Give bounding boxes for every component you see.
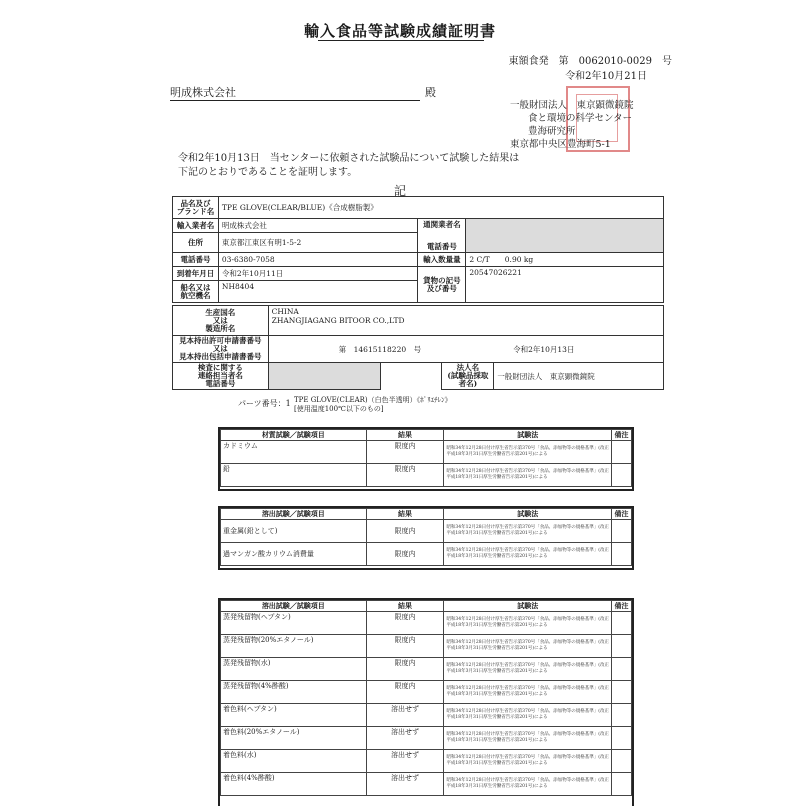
info-table	[172, 196, 664, 303]
intro-line: 下記のとおりであることを証明します。	[178, 167, 358, 178]
test-note	[612, 543, 632, 566]
test-note	[611, 704, 631, 727]
address-label: 住所	[173, 233, 219, 253]
test-result: 限度内	[366, 441, 444, 464]
test-result: 溶出せず	[366, 727, 444, 750]
product-label: 品名及び ブランド名	[173, 197, 219, 219]
test-item: 蒸発残留物(水)	[221, 658, 367, 681]
origin-value: CHINA ZHANGJIAGANG BITOOR CO.,LTD	[268, 306, 663, 336]
quantity-value: 2 C/T 0.90 kg	[466, 253, 664, 267]
arrival-value: 令和2年10月11日	[218, 267, 418, 281]
permit-date: 令和2年10月13日	[428, 336, 663, 363]
test-item: 着色料(4%酢酸)	[221, 773, 367, 796]
elution-test-block-2	[218, 598, 634, 806]
test-item: 着色料(20%エタノール)	[221, 727, 367, 750]
column-header: 結果	[366, 430, 444, 441]
parts-name	[294, 396, 452, 414]
test-note	[611, 681, 631, 704]
test-note	[612, 464, 632, 487]
test-result: 限度内	[366, 635, 444, 658]
elution-test-block-1	[218, 506, 634, 570]
recipient-name: 明成株式会社	[170, 86, 236, 99]
table-row	[221, 441, 632, 464]
column-header: 備注	[612, 430, 632, 441]
test-method: 昭和34年12月28日付け厚生省告示第370号「食品、添加物等の規格基準」(改正 平成18年3月31日厚生労働省告示第201号)による	[444, 704, 612, 727]
test-result: 溶出せず	[366, 750, 444, 773]
issuer-block	[510, 99, 634, 151]
address-value: 東京都江東区有明1-5-2	[218, 233, 418, 253]
material-test-table	[220, 429, 632, 487]
test-result: 溶出せず	[366, 704, 444, 727]
elution-test-table-2	[220, 600, 632, 796]
issuer-line: 豊海研究所	[528, 126, 576, 137]
section-mark: 記	[393, 184, 406, 198]
corp-value: 一般財団法人 東京顕微鏡院	[494, 363, 664, 390]
test-item: 蒸発残留物(20%エタノール)	[221, 635, 367, 658]
test-result: 溶出せず	[366, 773, 444, 796]
corp-label: 法人名 (試験品採取者名)	[442, 363, 494, 390]
test-result: 限度内	[366, 464, 444, 487]
waybill-value: 20547026221	[466, 267, 664, 303]
intro-paragraph	[178, 152, 538, 180]
issuer-line: 一般財団法人 東京顕微鏡院	[510, 100, 634, 111]
info-table-2	[172, 305, 664, 363]
test-method: 昭和34年12月28日付け厚生省告示第370号「食品、添加物等の規格基準」(改正 平成18年3月31日厚生労働省告示第201号)による	[444, 520, 612, 543]
quantity-label: 輸入数量量	[418, 253, 466, 267]
phone-label: 電話番号	[173, 253, 219, 267]
test-item: カドミウム	[221, 441, 367, 464]
permit-label: 見本持出許可申請書番号 又は 見本持出包括申請書番号	[173, 336, 269, 363]
test-method: 昭和34年12月28日付け厚生省告示第370号「食品、添加物等の規格基準」(改正 平成18年3月31日厚生労働省告示第201号)による	[444, 464, 612, 487]
table-row	[221, 681, 632, 704]
arrival-label: 到着年月日	[173, 267, 219, 281]
table-row	[221, 612, 632, 635]
column-header: 溶出試験／試験項目	[221, 601, 367, 612]
test-item: 重金属(鉛として)	[221, 520, 367, 543]
test-note	[612, 441, 632, 464]
column-header: 溶出試験／試験項目	[221, 509, 367, 520]
test-result: 限度内	[366, 520, 444, 543]
test-note	[611, 658, 631, 681]
test-item: 蒸発残留物(4%酢酸)	[221, 681, 367, 704]
test-item: 鉛	[221, 464, 367, 487]
test-item: 過マンガン酸カリウム消費量	[221, 543, 367, 566]
test-result: 限度内	[366, 658, 444, 681]
permit-number: 第 14615118220 号	[268, 336, 428, 363]
column-header: 試験法	[444, 430, 612, 441]
test-result: 限度内	[366, 543, 444, 566]
test-method: 昭和34年12月28日付け厚生省告示第370号「食品、添加物等の規格基準」(改正 平成18年3月31日厚生労働省告示第201号)による	[444, 612, 612, 635]
test-method: 昭和34年12月28日付け厚生省告示第370号「食品、添加物等の規格基準」(改正 平成18年3月31日厚生労働省告示第201号)による	[444, 441, 612, 464]
document-number: 東額食発 第 0062010-0029 号	[508, 56, 672, 67]
test-method: 昭和34年12月28日付け厚生省告示第370号「食品、添加物等の規格基準」(改正 平成18年3月31日厚生労働省告示第201号)による	[444, 773, 612, 796]
importer-value: 明成株式会社	[218, 219, 418, 233]
issuer-line: 食と環境の科学センター	[528, 113, 633, 124]
notifier-phone-label: 電話番号	[426, 241, 457, 251]
test-note	[611, 750, 631, 773]
intro-line: 令和2年10月13日 当センターに依頼された試験品について試験した結果は	[178, 153, 520, 164]
column-header: 試験法	[444, 509, 612, 520]
document-title: 輸入食品等試験成績証明書	[303, 22, 496, 40]
recipient-suffix: 殿	[425, 86, 436, 99]
material-test-block	[218, 427, 634, 491]
table-row	[221, 727, 632, 750]
table-row	[221, 704, 632, 727]
product-value: TPE GLOVE(CLEAR/BLUE)《合成樹脂製》	[218, 197, 663, 219]
issuer-line: 東京都中央区豊海町5-1	[510, 139, 611, 150]
parts-number: パーツ番号：1	[238, 399, 291, 408]
test-method: 昭和34年12月28日付け厚生省告示第370号「食品、添加物等の規格基準」(改正 平成18年3月31日厚生労働省告示第201号)による	[444, 635, 612, 658]
parts-name-line: [使用温度100℃以下のもの]	[294, 405, 384, 413]
notifier-label-cell	[418, 219, 466, 253]
column-header: 試験法	[444, 601, 612, 612]
column-header: 結果	[366, 509, 444, 520]
table-header	[221, 509, 632, 520]
table-row	[221, 464, 632, 487]
test-method: 昭和34年12月28日付け厚生省告示第370号「食品、添加物等の規格基準」(改正 平成18年3月31日厚生労働省告示第201号)による	[444, 727, 612, 750]
table-header	[221, 430, 632, 441]
origin-label: 生産国名 又は 製造所名	[173, 306, 269, 336]
column-header: 材質試験／試験項目	[221, 430, 367, 441]
test-method: 昭和34年12月28日付け厚生省告示第370号「食品、添加物等の規格基準」(改正 平成18年3月31日厚生労働省告示第201号)による	[444, 658, 612, 681]
test-note	[611, 773, 631, 796]
phone-value: 03-6380-7058	[218, 253, 418, 267]
test-result: 限度内	[366, 681, 444, 704]
parts-name-line: TPE GLOVE(CLEAR)（白色半透明）《ﾎﾟﾘｴﾁﾚﾝ》	[294, 396, 452, 404]
contact-redacted	[268, 363, 380, 390]
vessel-value: NH8404	[218, 281, 418, 303]
table-row	[221, 658, 632, 681]
table-row	[221, 773, 632, 796]
test-item: 蒸発残留物(ヘプタン)	[221, 612, 367, 635]
test-item: 着色料(水)	[221, 750, 367, 773]
test-method: 昭和34年12月28日付け厚生省告示第370号「食品、添加物等の規格基準」(改正 平成18年3月31日厚生労働省告示第201号)による	[444, 750, 612, 773]
recipient-underline	[170, 100, 420, 101]
document-date: 令和2年10月21日	[565, 71, 647, 82]
elution-test-table-1	[220, 508, 632, 566]
test-note	[611, 612, 631, 635]
test-result: 限度内	[366, 612, 444, 635]
title-underline	[318, 40, 484, 41]
vessel-label: 船名又は 航空機名	[173, 281, 219, 303]
contact-table	[172, 362, 664, 390]
notifier-label: 通関業者名	[423, 219, 461, 229]
table-row	[221, 635, 632, 658]
test-note	[611, 635, 631, 658]
table-row	[221, 543, 632, 566]
waybill-label: 貨物の記号 及び番号	[418, 267, 466, 303]
table-row	[221, 750, 632, 773]
test-note	[611, 727, 631, 750]
importer-label: 輸入業者名	[173, 219, 219, 233]
test-note	[612, 520, 632, 543]
table-header	[221, 601, 632, 612]
notifier-redacted	[466, 219, 664, 253]
test-method: 昭和34年12月28日付け厚生省告示第370号「食品、添加物等の規格基準」(改正 平成18年3月31日厚生労働省告示第201号)による	[444, 681, 612, 704]
table-row	[221, 520, 632, 543]
contact-label: 検査に関する 連絡担当者名 電話番号	[173, 363, 269, 390]
test-item: 着色料(ヘプタン)	[221, 704, 367, 727]
contact-blank	[380, 363, 442, 390]
column-header: 備注	[611, 601, 631, 612]
column-header: 結果	[366, 601, 444, 612]
column-header: 備注	[612, 509, 632, 520]
test-method: 昭和34年12月28日付け厚生省告示第370号「食品、添加物等の規格基準」(改正 平成18年3月31日厚生労働省告示第201号)による	[444, 543, 612, 566]
